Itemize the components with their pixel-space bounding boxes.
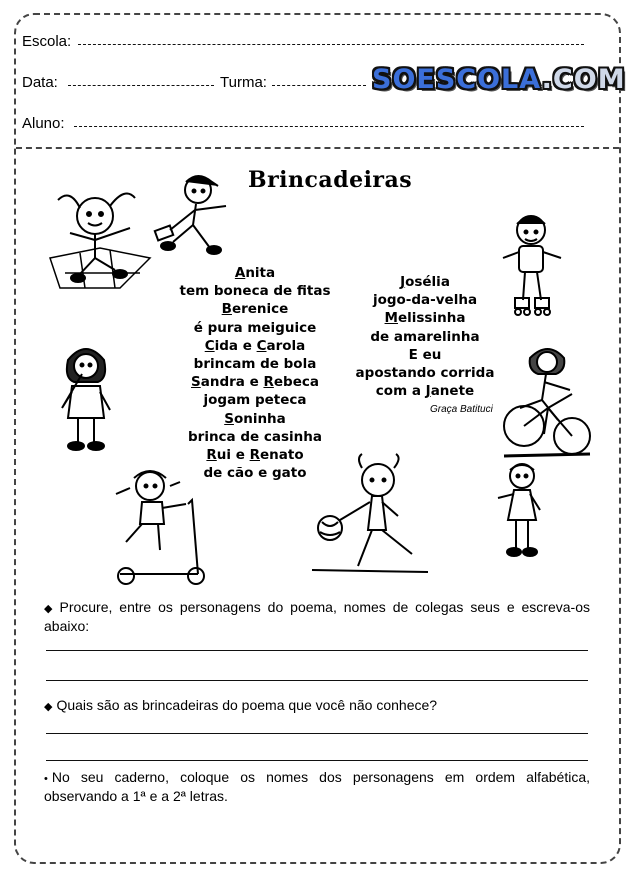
question-1-text: Procure, entre os personagens do poema, nomes de colegas seus e escreva-os abaixo:	[44, 599, 590, 634]
poem-text: de amarelinha	[370, 328, 480, 345]
poem-initial: M	[384, 310, 398, 327]
poem-initial: C	[204, 337, 215, 354]
answer-line-2[interactable]	[46, 680, 588, 681]
poem-right-column	[340, 273, 510, 400]
aluno-label: Aluno:	[22, 115, 65, 132]
poem-initial: A	[234, 265, 246, 281]
header-divider	[16, 147, 619, 149]
poem-text: jogam peteca	[203, 392, 307, 409]
girl-thinking-illustration	[52, 338, 122, 456]
poem-text: erenice	[231, 301, 289, 318]
poem-text: osélia	[405, 274, 450, 290]
poem-text: apostando corrida	[355, 365, 495, 382]
question-3-bullet: •	[44, 773, 48, 785]
poem-line	[340, 273, 510, 291]
poem-text: de cão e gato	[203, 465, 307, 482]
girl-hopscotch-illustration	[40, 178, 160, 316]
question-2	[44, 697, 590, 716]
turma-field[interactable]	[272, 85, 366, 86]
poem-line	[160, 391, 350, 409]
poem-line	[160, 410, 350, 428]
boy-running-illustration	[148, 170, 240, 258]
answer-line-4[interactable]	[46, 760, 588, 761]
question-3-text: No seu caderno, coloque os nomes dos personagens em ordem alfabética, observando a 1ª e a 2ª letras.	[44, 769, 590, 804]
question-1-bullet: ◆	[44, 603, 56, 615]
poem-text: é pura meiguice	[193, 319, 317, 336]
poem-initial: S	[191, 374, 201, 391]
question-2-text: Quais são as brincadeiras do poema que você não conhece?	[56, 697, 438, 713]
poem-text: brinca de casinha	[188, 428, 322, 445]
poem-line	[160, 373, 350, 391]
poem-text: E eu	[408, 346, 442, 363]
question-1	[44, 599, 590, 635]
escola-label: Escola:	[22, 33, 72, 50]
poem-line	[160, 282, 350, 300]
answer-line-1[interactable]	[46, 650, 588, 651]
poem-text: brincam de bola	[193, 356, 317, 373]
aluno-field[interactable]	[74, 126, 584, 127]
poem-initial: R	[263, 374, 274, 391]
question-2-bullet: ◆	[44, 701, 53, 713]
poem-initial: R	[249, 447, 260, 464]
poem-initial: J	[425, 383, 431, 400]
logo-suffix: .COM	[541, 64, 626, 95]
turma-label: Turma:	[220, 74, 267, 91]
soescola-logo	[372, 64, 626, 95]
poem-text: ida e	[214, 337, 257, 354]
data-field[interactable]	[68, 85, 214, 86]
girl-scooter-illustration	[106, 464, 210, 590]
poem-line	[340, 309, 510, 327]
poem-text: nita	[245, 265, 276, 281]
poem-text: oninha	[233, 410, 286, 427]
logo-main: SOESCOLA	[372, 64, 542, 95]
poem-line	[160, 355, 350, 373]
girl-standing-illustration	[492, 460, 552, 564]
poem-line	[340, 346, 510, 364]
poem-text: jogo-da-velha	[372, 292, 478, 309]
answer-line-3[interactable]	[46, 733, 588, 734]
poem-text: andra e	[200, 374, 264, 391]
poem-initial: B	[221, 301, 232, 318]
girl-ball-illustration	[302, 450, 430, 580]
poem-text: ui e	[216, 447, 250, 464]
poem-text: anete	[430, 383, 475, 400]
poem-text: tem boneca de fitas	[179, 283, 331, 300]
question-3	[44, 769, 590, 805]
poem-text: com a	[375, 383, 426, 400]
poem-initial: S	[224, 410, 234, 427]
poem-line	[340, 291, 510, 309]
poem-line	[340, 328, 510, 346]
poem-line	[160, 264, 350, 282]
poem-line	[340, 364, 510, 382]
poem-text: ebeca	[273, 374, 319, 391]
poem-initial: J	[400, 274, 406, 290]
poem-line	[160, 337, 350, 355]
poem-line	[340, 382, 510, 400]
escola-field[interactable]	[78, 44, 584, 45]
girl-bicycle-illustration	[500, 338, 592, 460]
poem-line	[160, 300, 350, 318]
data-label: Data:	[22, 74, 58, 91]
poem-line	[160, 319, 350, 337]
poem-text: elissinha	[397, 310, 466, 327]
poem-initial: R	[206, 447, 217, 464]
poem-initial: C	[256, 337, 267, 354]
page-title: Brincadeiras	[248, 167, 413, 193]
poem-line	[160, 428, 350, 446]
poem-text: arola	[266, 337, 306, 354]
boy-rollerskates-illustration	[497, 210, 571, 322]
poem-text: enato	[260, 447, 304, 464]
poem-author: Graça Batituci	[430, 404, 493, 415]
